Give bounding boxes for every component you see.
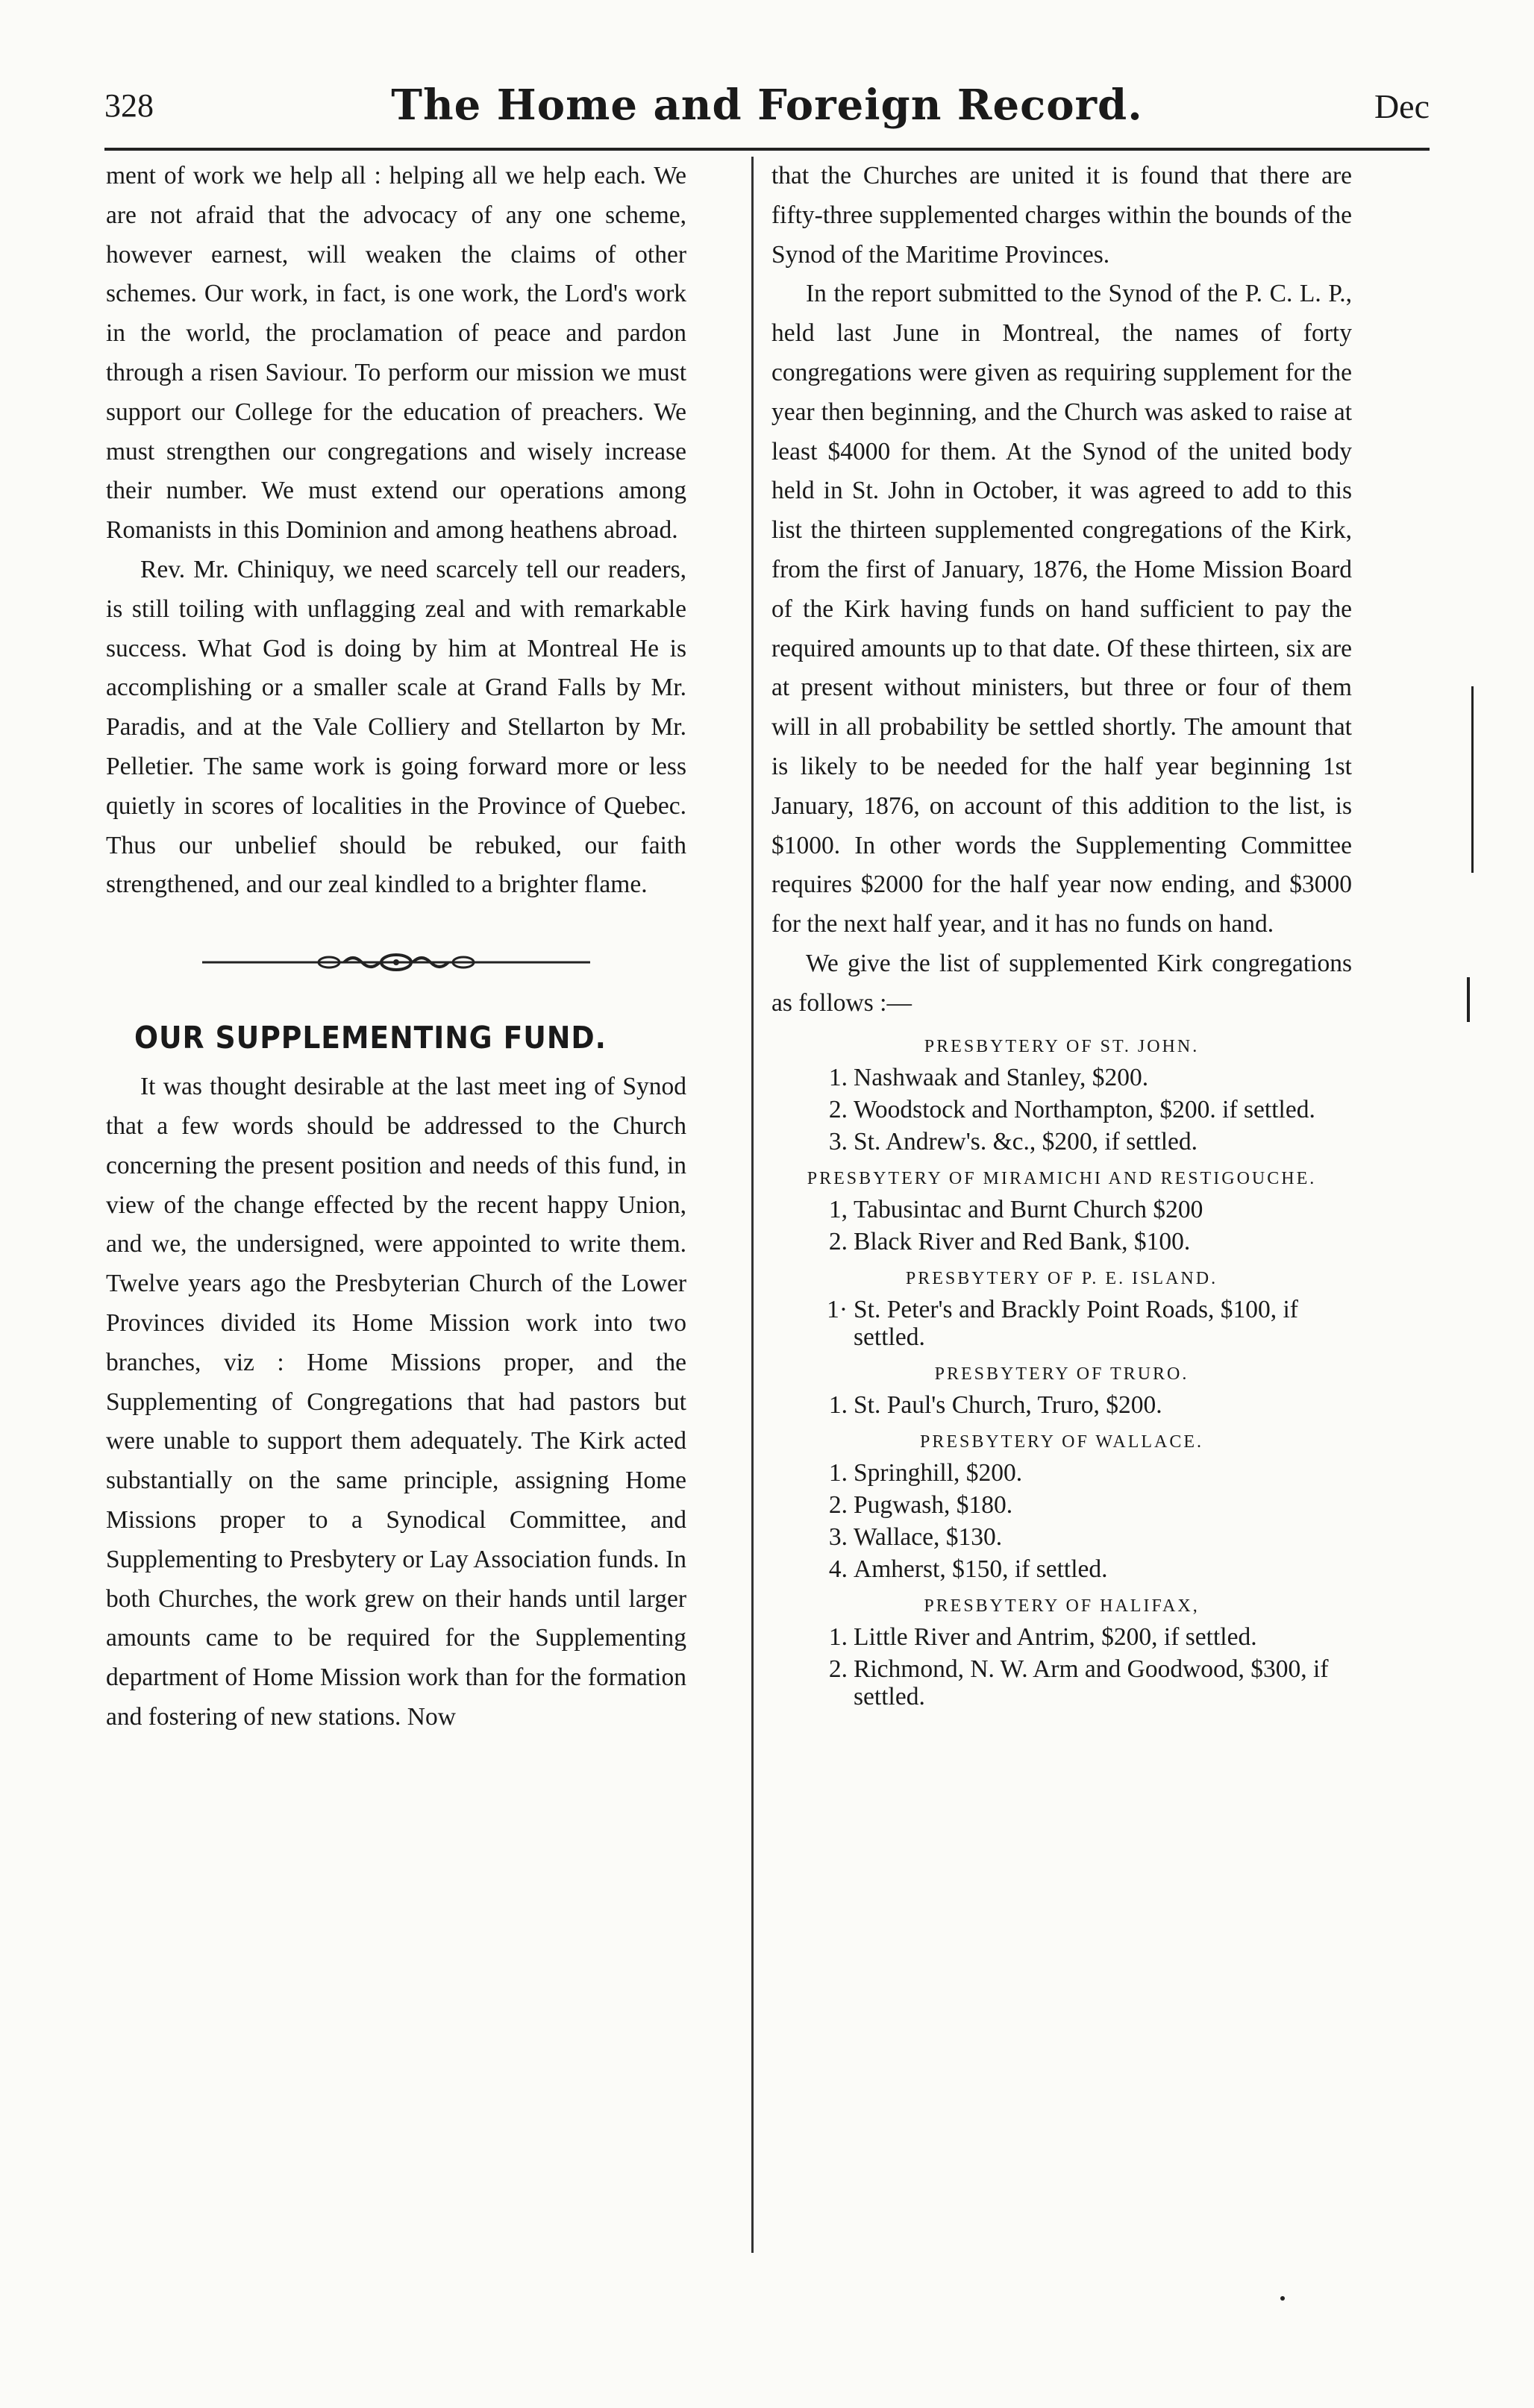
list-item <box>771 1491 1352 1519</box>
list-number: 2. <box>828 1227 848 1255</box>
list-item <box>771 1459 1352 1487</box>
list-number: 1. <box>828 1622 848 1651</box>
list-number: 3. <box>828 1127 848 1156</box>
presbytery-heading: PRESBYTERY OF HALIFAX, <box>924 1596 1200 1616</box>
list-item <box>771 1096 1352 1123</box>
section-heading: OUR SUPPLEMENTING FUND. <box>134 1020 607 1056</box>
scan-mark <box>1471 686 1474 873</box>
column-divider <box>751 157 754 2253</box>
list-item <box>771 1655 1352 1711</box>
article-paragraph: that the Churches are united it is found that there are fifty-three supplemented charges within the bounds of the Synod of the Maritime Provinces. <box>771 162 1352 269</box>
header-rule <box>104 148 1430 151</box>
list-item <box>771 1391 1352 1419</box>
publication-title: The Home and Foreign Record. <box>391 81 1143 130</box>
scan-mark <box>1467 977 1470 1022</box>
congregation-list <box>771 1296 1352 1351</box>
list-number: 1. <box>828 1458 848 1487</box>
congregation-list <box>771 1391 1352 1419</box>
issue-month: Dec <box>1374 87 1430 125</box>
presbytery-heading: PRESBYTERY OF MIRAMICHI AND RESTIGOUCHE. <box>807 1168 1317 1188</box>
list-text: Black River and Red Bank, $100. <box>854 1227 1191 1255</box>
list-number: 3. <box>828 1523 848 1551</box>
congregation-list <box>771 1459 1352 1583</box>
page-number: 328 <box>104 87 154 124</box>
article-paragraph: ment of work we help all : helping all we help each. We are not afraid that the advocacy of any one scheme, however earnest, will weaken the claims of other schemes. Our work, in fact, is one work, the Lord's work in the world, the proclamation of peace and pardon through a risen Saviour. To perform our mission we must support our College for the education of preachers. We must strengthen our congregations and wisely increase their number. We must extend our operations among Romanists in this Dominion and among heathens abroad. <box>106 162 686 545</box>
list-text: Amherst, $150, if settled. <box>854 1555 1108 1583</box>
list-number: 4. <box>828 1555 848 1583</box>
article-paragraph: Rev. Mr. Chiniquy, we need scarcely tell our readers, is still toiling with unflagging zeal and with remarkable success. What God is doing by him at Montreal He is accomplishing or a smaller scale at Grand Falls by Mr. Paradis, and at the Vale Colliery and Stellarton by Mr. Pelletier. The same work is going forward more or less quietly in scores of localities in the Province of Quebec. Thus our unbelief should be rebuked, our faith strengthened, and our zeal kindled to a brighter flame. <box>106 555 686 899</box>
running-header <box>104 81 1430 140</box>
left-column <box>106 157 686 2290</box>
article-paragraph: In the report submitted to the Synod of the P. C. L. P., held last June in Montreal, the names of forty congregations were given as requiring supplement for the year then beginning, and the Church was asked to raise at least $4000 for them. At the Synod of the united body held in St. John in October, it was agreed to add to this list the thirteen supplemented congregations of the Kirk, from the first of January, 1876, the Home Mission Board of the Kirk having funds on hand sufficient to pay the required amounts up to that date. Of these thirteen, six are at present without ministers, but three or four of them will in all probability be settled shortly. The amount that is likely to be needed for the half year beginning 1st January, 1876, on account of this addition to the list, is $1000. In other words the Supplementing Committee requires $2000 for the half year now ending, and $3000 for the next half year, and it has no funds on hand. <box>771 280 1352 938</box>
list-text: Richmond, N. W. Arm and Goodwood, $300, if settled. <box>854 1655 1329 1711</box>
scan-mark <box>1280 2296 1285 2301</box>
list-text: St. Paul's Church, Truro, $200. <box>854 1390 1162 1419</box>
list-text: Wallace, $130. <box>854 1523 1003 1551</box>
list-text: Woodstock and Northampton, $200. if settled. <box>854 1095 1315 1123</box>
list-text: St. Peter's and Brackly Point Roads, $100, if settled. <box>854 1295 1298 1351</box>
list-text: Tabusintac and Burnt Church $200 <box>854 1195 1203 1223</box>
list-item <box>771 1064 1352 1091</box>
list-number: 2. <box>828 1095 848 1123</box>
list-number: 1. <box>828 1390 848 1419</box>
list-item <box>771 1296 1352 1351</box>
presbytery-heading: PRESBYTERY OF P. E. ISLAND. <box>905 1268 1218 1288</box>
list-text: Pugwash, $180. <box>854 1490 1013 1519</box>
list-item <box>771 1623 1352 1651</box>
presbytery-heading: PRESBYTERY OF TRURO. <box>934 1364 1189 1384</box>
presbytery-heading: PRESBYTERY OF WALLACE. <box>919 1432 1204 1452</box>
article-paragraph: We give the list of supplemented Kirk congregations as follows :— <box>771 949 1352 1017</box>
presbytery-heading: PRESBYTERY OF ST. JOHN. <box>924 1036 1200 1056</box>
ornamental-divider-icon <box>202 951 590 973</box>
list-item <box>771 1228 1352 1255</box>
list-number: 1. <box>828 1063 848 1091</box>
article-paragraph: It was thought desirable at the last meet ing of Synod that a few words should be addressed to the Church concerning the present position and needs of this fund, in view of the change effected by the recent happy Union, and we, the undersigned, were appointed to write them. Twelve years ago the Presbyterian Church of the Lower Provinces divided its Home Mission work into two branches, viz : Home Missions proper, and the Supplementing of Congregations that had pastors but were unable to support them adequately. The Kirk acted substantially on the same principle, assigning Home Missions proper to a Synodical Committee, and Supplementing to Presbytery or Lay Association funds. In both Churches, the work grew on their hands until larger amounts came to be required for the Supplementing department of Home Mission work than for the formation and fostering of new stations. Now <box>106 1073 686 1731</box>
list-number: 2. <box>828 1490 848 1519</box>
right-column <box>771 157 1352 2290</box>
list-item <box>771 1196 1352 1223</box>
list-item <box>771 1523 1352 1551</box>
congregation-list <box>771 1196 1352 1255</box>
list-text: Nashwaak and Stanley, $200. <box>854 1063 1149 1091</box>
list-text: Little River and Antrim, $200, if settled. <box>854 1622 1257 1651</box>
list-item <box>771 1555 1352 1583</box>
list-number: 2. <box>828 1655 848 1683</box>
list-text: Springhill, $200. <box>854 1458 1023 1487</box>
list-item <box>771 1128 1352 1156</box>
congregation-list <box>771 1623 1352 1711</box>
list-text: St. Andrew's. &c., $200, if settled. <box>854 1127 1198 1156</box>
list-number: 1· <box>827 1295 848 1323</box>
congregation-list <box>771 1064 1352 1156</box>
list-number: 1, <box>828 1195 848 1223</box>
